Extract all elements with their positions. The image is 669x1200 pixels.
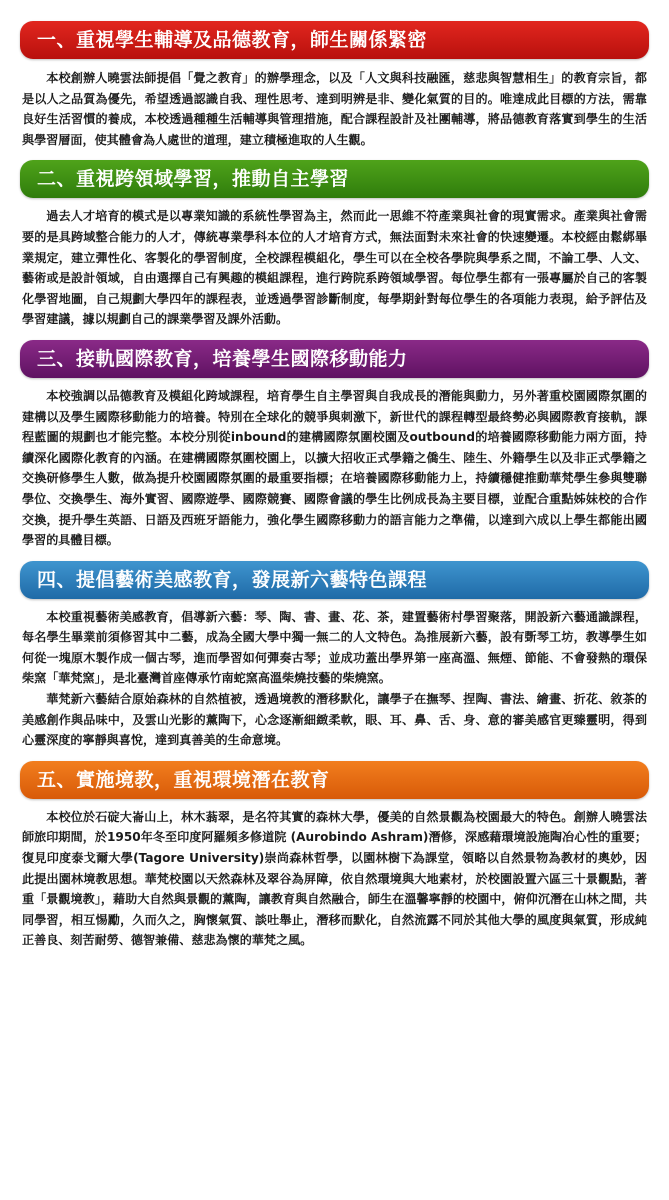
section-heading: 四、提倡藝術美感教育，發展新六藝特色課程 (20, 561, 649, 599)
section-moral-education (20, 21, 649, 160)
section-body (20, 59, 649, 160)
section-environmental-education (20, 761, 649, 961)
paragraph: 本校位於石碇大崙山上，林木蓊翠，是名符其實的森林大學，優美的自然景觀為校園最大的特色。創辦人曉雲法師旅印期間，於1950年冬至印度阿羅頻多修道院 (Aurobindo Ashram)潛修，深感藉環境設施陶冶心性的重要；復見印度泰戈爾大學(Tagore University)崇尚森林哲學，以園林樹下為課堂，領略以自然景物為教材的奧妙，因此提出園林境教思想。華梵校園以天然森林及翠谷為屏障，依自然環境與大地素材，於校園設置六區三十景觀點，著重「景觀境教」，藉助大自然與景觀的薰陶，讓教育與自然融合，師生在溫馨寧靜的校園中，俯仰沉潛在山林之間，共同學習，相互惕勵，久而久之，胸懷氣質、談吐舉止，潛移而默化，自然流露不同於其他大學的風度與氣質，形成純正善良、刻苦耐勞、德智兼備、慈悲為懷的華梵之風。 (22, 809, 647, 948)
section-heading: 一、重視學生輔導及品德教育，師生關係緊密 (20, 21, 649, 59)
section-body (20, 198, 649, 340)
section-arts-education (20, 561, 649, 761)
section-body (20, 799, 649, 961)
paragraph: 過去人才培育的模式是以專業知識的系統性學習為主，然而此一思維不符產業與社會的現實需求。產業與社會需要的是具跨域整合能力的人才，傳統專業學科本位的人才培育方式，無法面對未來社會的快速變遷。本校經由鬆綁畢業規定，建立彈性化、客製化的學習制度，全校課程模組化，學生可以在全校各學院與學系之間，不論工學、人文、藝術或是設計領域，自由選擇自己有興趣的模組課程，進行跨院系跨領域學習。每位學生都有一張專屬於自己的客製化學習地圖，自己規劃大學四年的課程表，並透過學習診斷制度，每學期針對每位學生的各項能力表現，給予評估及學習建議，據以規劃自己的課業學習及課外活動。 (22, 209, 647, 327)
section-body (20, 599, 649, 761)
paragraph: 華梵新六藝結合原始森林的自然植被，透過境教的潛移默化，讓學子在撫琴、捏陶、書法、繪畫、折花、敘茶的美感創作與品味中，及雲山光影的薰陶下，心念逐漸細緻柔軟，眼、耳、鼻、舌、身、意的審美感官更臻靈明，得到心靈深度的寧靜與喜悅，達到真善美的生命意境。 (22, 692, 647, 748)
section-interdisciplinary-learning (20, 160, 649, 340)
paragraph: 本校創辦人曉雲法師提倡「覺之教育」的辦學理念，以及「人文與科技融匯，慈悲與智慧相生」的教育宗旨，都是以人之品質為優先，希望透過認識自我、理性思考、達到明辨是非、變化氣質的目的。唯達成此目標的方法，需靠良好生活習慣的養成，本校透過種種生活輔導與管理措施，配合課程設計及社團輔導，將品德教育落實到學生的生活與學習層面，使其體會為人處世的道理，建立積極進取的人生觀。 (22, 71, 647, 147)
section-body (20, 378, 649, 561)
section-heading: 五、實施境教，重視環境潛在教育 (20, 761, 649, 799)
section-heading: 二、重視跨領域學習，推動自主學習 (20, 160, 649, 198)
section-international-education (20, 340, 649, 561)
section-heading: 三、接軌國際教育，培養學生國際移動能力 (20, 340, 649, 378)
paragraph: 本校重視藝術美感教育，倡導新六藝：琴、陶、書、畫、花、茶，建置藝術村學習聚落，開設新六藝通識課程，每名學生畢業前須修習其中二藝，成為全國大學中獨一無二的人文特色。為推展新六藝，設有斲琴工坊，教導學生如何從一塊原木製作成一個古琴，進而學習如何彈奏古琴；並成功蓋出學界第一座高溫、無煙、節能、不會發熱的環保柴窯「華梵窯」，是北臺灣首座傳承竹南蛇窯高溫柴燒技藝的柴燒窯。 (22, 609, 647, 686)
paragraph: 本校強調以品德教育及模組化跨域課程，培育學生自主學習與自我成長的潛能與動力，另外著重校園國際氛圍的建構以及學生國際移動能力的培養。特別在全球化的競爭與刺激下，新世代的課程轉型最終勢必與國際教育接軌，課程藍圖的規劃也才能完整。本校分別從inbound的建構國際氛圍校園及outbound的培養國際移動能力兩方面，持續深化國際化教育的內涵。在建構國際氛圍校園上，以擴大招收正式學籍之僑生、陸生、外籍學生以及非正式學籍之交換研修學生人數，做為提升校園國際氛圍的最重要指標；在培養國際移動能力上，持續穩健推動華梵學生參與雙聯學位、交換學生、海外實習、國際遊學、國際競賽、國際會議的學生比例成長為主要目標，並配合重點姊妹校的合作交換，提升學生英語、日語及西班牙語能力，強化學生國際移動力的語言能力之準備，以達到六成以上學生都能出國學習的具體目標。 (22, 388, 647, 548)
